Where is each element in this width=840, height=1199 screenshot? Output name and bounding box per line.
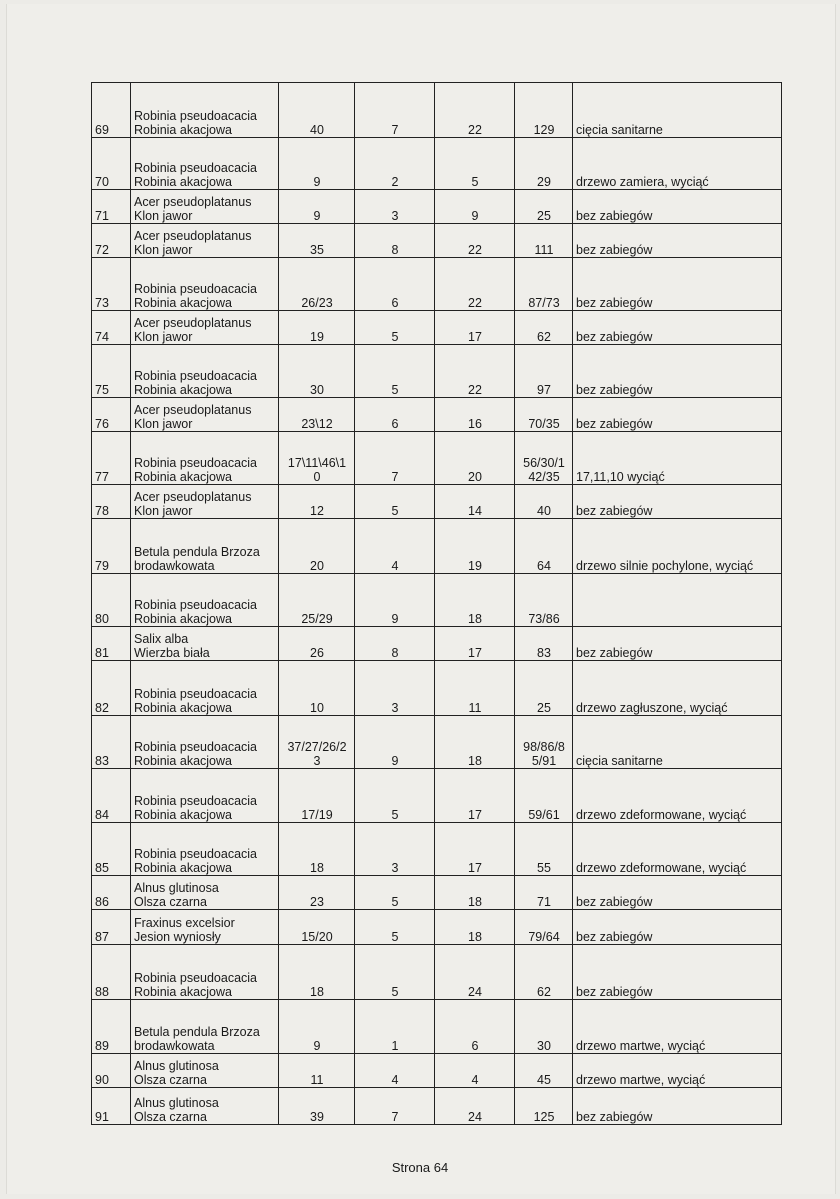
value-cell-1: 23\12 [279,398,355,432]
value-cell-4: 62 [515,311,573,345]
remark-cell: bez zabiegów [573,910,782,945]
value-cell-4: 125 [515,1088,573,1125]
value-cell-3: 17 [435,627,515,661]
species-name [131,823,279,876]
remark-cell: 17,11,10 wyciąć [573,432,782,485]
tree-number: 76 [92,398,131,432]
species-name-line: Klon jawor [134,504,193,518]
value-cell-2: 5 [355,345,435,398]
species-name-line: Robinia pseudoacacia [134,971,258,985]
value-cell-2: 5 [355,769,435,823]
species-name-line: Robinia pseudoacacia [134,687,258,701]
species-name-line: Robinia akacjowa [134,754,232,768]
value-cell-2: 7 [355,432,435,485]
species-name-line: Olsza czarna [134,1110,207,1124]
species-name [131,716,279,769]
species-name-line: Betula pendula Brzoza [134,1025,260,1039]
table-row [92,138,782,190]
value-cell-3: 18 [435,876,515,910]
tree-number: 85 [92,823,131,876]
species-name-line: Klon jawor [134,330,193,344]
value-cell-2: 7 [355,83,435,138]
value-cell-1-line: 17\11\46\1 [287,456,347,470]
tree-number: 86 [92,876,131,910]
tree-number: 90 [92,1054,131,1088]
value-cell-2: 5 [355,311,435,345]
value-cell-1: 9 [279,1000,355,1054]
tree-number: 71 [92,190,131,224]
value-cell-2: 9 [355,574,435,627]
value-cell-4: 83 [515,627,573,661]
table-row [92,823,782,876]
tree-number: 84 [92,769,131,823]
species-name [131,910,279,945]
species-name-line: Klon jawor [134,243,193,257]
tree-number: 80 [92,574,131,627]
species-name [131,769,279,823]
table-row [92,910,782,945]
species-name-line: Acer pseudoplatanus [134,316,252,330]
value-cell-1: 39 [279,1088,355,1125]
species-name-line: Acer pseudoplatanus [134,229,252,243]
species-name-line: Robinia akacjowa [134,701,232,715]
value-cell-2: 5 [355,485,435,519]
value-cell-2: 4 [355,1054,435,1088]
remark-cell: drzewo martwe, wyciąć [573,1054,782,1088]
value-cell-1: 12 [279,485,355,519]
value-cell-4: 79/64 [515,910,573,945]
table-row [92,945,782,1000]
value-cell-1: 26/23 [279,258,355,311]
tree-number: 91 [92,1088,131,1125]
species-name-line: Robinia pseudoacacia [134,847,258,861]
species-name [131,311,279,345]
table-row [92,661,782,716]
value-cell-4: 30 [515,1000,573,1054]
value-cell-2: 3 [355,661,435,716]
remark-cell: cięcia sanitarne [573,716,782,769]
value-cell-4: 87/73 [515,258,573,311]
species-name-line: Robinia pseudoacacia [134,109,258,123]
species-name-line: Alnus glutinosa [134,881,219,895]
value-cell-3: 22 [435,83,515,138]
species-name-line: Robinia pseudoacacia [134,598,258,612]
value-cell-1 [279,432,355,485]
value-cell-3: 14 [435,485,515,519]
table-row [92,190,782,224]
species-name-line: Robinia pseudoacacia [134,369,258,383]
species-name-line: Robinia akacjowa [134,123,232,137]
species-name-line: Klon jawor [134,417,193,431]
table-row [92,627,782,661]
species-name [131,1054,279,1088]
species-name [131,627,279,661]
species-name [131,398,279,432]
value-cell-4-line: 56/30/1 [523,456,565,470]
tree-number: 82 [92,661,131,716]
value-cell-4: 29 [515,138,573,190]
species-name-line: Robinia akacjowa [134,861,232,875]
species-name-line: Betula pendula Brzoza [134,545,260,559]
species-name-line: Jesion wyniosły [134,930,221,944]
species-name [131,138,279,190]
table-row [92,1088,782,1125]
tree-number: 79 [92,519,131,574]
table-row [92,769,782,823]
species-name-line: Robinia akacjowa [134,175,232,189]
table-row [92,432,782,485]
tree-number: 74 [92,311,131,345]
value-cell-1 [279,716,355,769]
value-cell-1: 23 [279,876,355,910]
tree-number: 70 [92,138,131,190]
value-cell-1: 18 [279,823,355,876]
value-cell-1: 19 [279,311,355,345]
table-body [92,83,782,1125]
remark-cell: drzewo zdeformowane, wyciąć [573,823,782,876]
species-name-line: Robinia akacjowa [134,612,232,626]
value-cell-3: 20 [435,432,515,485]
species-name [131,574,279,627]
value-cell-4: 55 [515,823,573,876]
species-name-line: Acer pseudoplatanus [134,490,252,504]
remark-cell: bez zabiegów [573,190,782,224]
species-name-line: Olsza czarna [134,895,207,909]
species-name-line: Salix alba [134,632,189,646]
table-row [92,1054,782,1088]
species-name-line: Robinia pseudoacacia [134,740,258,754]
value-cell-3: 11 [435,661,515,716]
value-cell-4: 64 [515,519,573,574]
tree-number: 81 [92,627,131,661]
value-cell-1: 10 [279,661,355,716]
value-cell-4-line: 42/35 [528,470,560,484]
tree-number: 83 [92,716,131,769]
species-name-line: Robinia pseudoacacia [134,282,258,296]
tree-number: 77 [92,432,131,485]
value-cell-1: 40 [279,83,355,138]
remark-cell: drzewo zagłuszone, wyciąć [573,661,782,716]
remark-cell: bez zabiegów [573,398,782,432]
value-cell-4: 71 [515,876,573,910]
table-row [92,345,782,398]
remark-cell: bez zabiegów [573,311,782,345]
species-name-line: Robinia akacjowa [134,296,232,310]
species-name [131,661,279,716]
remark-cell: cięcia sanitarne [573,83,782,138]
value-cell-2: 8 [355,224,435,258]
species-name-line: Klon jawor [134,209,193,223]
value-cell-4: 25 [515,661,573,716]
value-cell-2: 5 [355,910,435,945]
species-name-line: Robinia pseudoacacia [134,456,258,470]
value-cell-1: 17/19 [279,769,355,823]
value-cell-3: 17 [435,311,515,345]
tree-number: 69 [92,83,131,138]
species-name-line: Alnus glutinosa [134,1096,219,1110]
species-name [131,945,279,1000]
tree-number: 88 [92,945,131,1000]
species-name [131,258,279,311]
value-cell-1: 26 [279,627,355,661]
remark-cell: bez zabiegów [573,1088,782,1125]
value-cell-4 [515,432,573,485]
value-cell-4-line: 5/91 [531,754,557,768]
remark-cell: bez zabiegów [573,345,782,398]
species-name [131,1000,279,1054]
value-cell-2: 2 [355,138,435,190]
value-cell-3: 17 [435,769,515,823]
value-cell-4: 70/35 [515,398,573,432]
remark-cell: bez zabiegów [573,876,782,910]
table-row [92,311,782,345]
remark-cell: bez zabiegów [573,224,782,258]
tree-number: 75 [92,345,131,398]
remark-cell: bez zabiegów [573,485,782,519]
tree-number: 73 [92,258,131,311]
table-row [92,716,782,769]
value-cell-3: 4 [435,1054,515,1088]
value-cell-1-line: 3 [313,754,321,768]
species-name [131,485,279,519]
remark-cell: bez zabiegów [573,945,782,1000]
value-cell-4: 25 [515,190,573,224]
tree-number: 87 [92,910,131,945]
species-name [131,432,279,485]
species-name [131,519,279,574]
table-row [92,574,782,627]
species-name [131,83,279,138]
species-name-line: Wierzba biała [134,646,210,660]
value-cell-2: 9 [355,716,435,769]
species-name [131,224,279,258]
value-cell-2: 1 [355,1000,435,1054]
value-cell-1: 20 [279,519,355,574]
value-cell-3: 22 [435,224,515,258]
species-name-line: Robinia akacjowa [134,470,232,484]
species-name-line: brodawkowata [134,559,215,573]
value-cell-2: 3 [355,190,435,224]
value-cell-3: 16 [435,398,515,432]
value-cell-3: 9 [435,190,515,224]
value-cell-4: 73/86 [515,574,573,627]
table-row [92,224,782,258]
value-cell-2: 5 [355,876,435,910]
value-cell-1: 9 [279,190,355,224]
tree-number: 89 [92,1000,131,1054]
value-cell-4: 45 [515,1054,573,1088]
value-cell-1: 11 [279,1054,355,1088]
value-cell-2: 8 [355,627,435,661]
value-cell-3: 19 [435,519,515,574]
value-cell-3: 17 [435,823,515,876]
value-cell-3: 22 [435,258,515,311]
species-name [131,345,279,398]
species-name-line: Robinia akacjowa [134,383,232,397]
value-cell-4 [515,716,573,769]
tree-number: 72 [92,224,131,258]
remark-cell [573,574,782,627]
remark-cell: bez zabiegów [573,258,782,311]
tree-number: 78 [92,485,131,519]
value-cell-1: 9 [279,138,355,190]
value-cell-3: 6 [435,1000,515,1054]
value-cell-3: 18 [435,574,515,627]
value-cell-4: 129 [515,83,573,138]
species-name-line: Robinia pseudoacacia [134,161,258,175]
value-cell-2: 6 [355,258,435,311]
table-row [92,1000,782,1054]
value-cell-2: 3 [355,823,435,876]
remark-cell: drzewo silnie pochylone, wyciąć [573,519,782,574]
value-cell-1: 18 [279,945,355,1000]
value-cell-4: 62 [515,945,573,1000]
remark-cell: drzewo zdeformowane, wyciąć [573,769,782,823]
value-cell-4: 40 [515,485,573,519]
tree-inventory-table [91,82,782,1125]
table-row [92,398,782,432]
value-cell-2: 4 [355,519,435,574]
remark-cell: drzewo zamiera, wyciąć [573,138,782,190]
species-name-line: brodawkowata [134,1039,215,1053]
value-cell-3: 18 [435,716,515,769]
remark-cell: bez zabiegów [573,627,782,661]
value-cell-3: 5 [435,138,515,190]
value-cell-1: 35 [279,224,355,258]
value-cell-2: 5 [355,945,435,1000]
value-cell-1: 15/20 [279,910,355,945]
value-cell-4: 111 [515,224,573,258]
table-row [92,876,782,910]
table-row [92,83,782,138]
value-cell-1: 25/29 [279,574,355,627]
value-cell-3: 22 [435,345,515,398]
remark-cell: drzewo martwe, wyciąć [573,1000,782,1054]
value-cell-1: 30 [279,345,355,398]
table-row [92,485,782,519]
species-name [131,190,279,224]
value-cell-1-line: 0 [313,470,321,484]
species-name-line: Olsza czarna [134,1073,207,1087]
value-cell-4: 59/61 [515,769,573,823]
value-cell-3: 18 [435,910,515,945]
value-cell-3: 24 [435,945,515,1000]
value-cell-2: 7 [355,1088,435,1125]
page-number: Strona 64 [391,1160,449,1175]
species-name-line: Robinia akacjowa [134,985,232,999]
value-cell-1-line: 37/27/26/2 [287,740,347,754]
species-name-line: Fraxinus excelsior [134,916,235,930]
value-cell-4-line: 98/86/8 [523,740,565,754]
species-name [131,1088,279,1125]
species-name-line: Robinia akacjowa [134,808,232,822]
species-name [131,876,279,910]
species-name-line: Acer pseudoplatanus [134,403,252,417]
value-cell-4: 97 [515,345,573,398]
table-row [92,258,782,311]
species-name-line: Acer pseudoplatanus [134,195,252,209]
value-cell-2: 6 [355,398,435,432]
species-name-line: Robinia pseudoacacia [134,794,258,808]
value-cell-3: 24 [435,1088,515,1125]
species-name-line: Alnus glutinosa [134,1059,219,1073]
table-row [92,519,782,574]
